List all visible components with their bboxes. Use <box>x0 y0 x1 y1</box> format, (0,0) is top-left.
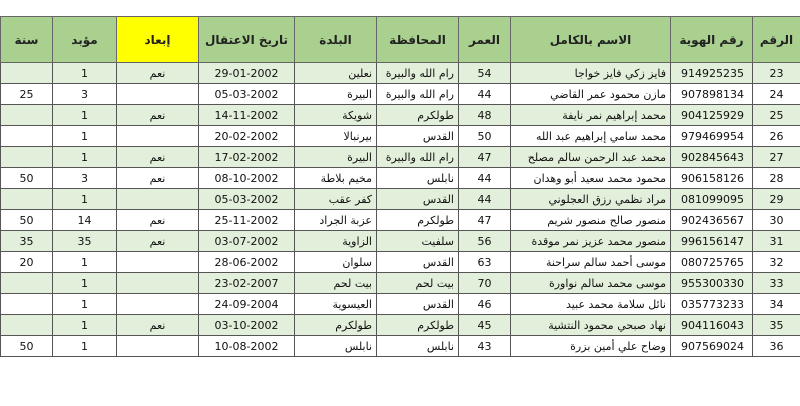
cell-id-number[interactable]: 080725765 <box>671 252 753 273</box>
cell-year[interactable]: 35 <box>1 231 53 252</box>
col-header-number[interactable]: الرقم <box>753 17 800 63</box>
cell-arrest-date[interactable]: 24-09-2004 <box>199 294 295 315</box>
cell-governorate[interactable]: بيت لحم <box>377 273 459 294</box>
cell-year[interactable]: 20 <box>1 252 53 273</box>
cell-full-name[interactable]: نهاد صبحي محمود النتشية <box>511 315 671 336</box>
col-header-id-number[interactable]: رقم الهوية <box>671 17 753 63</box>
cell-governorate[interactable]: نابلس <box>377 168 459 189</box>
cell-number[interactable]: 34 <box>753 294 800 315</box>
cell-deportation[interactable]: نعم <box>117 147 199 168</box>
cell-age[interactable]: 46 <box>459 294 511 315</box>
cell-deportation[interactable] <box>117 84 199 105</box>
cell-id-number[interactable]: 902845643 <box>671 147 753 168</box>
cell-arrest-date[interactable]: 20-02-2002 <box>199 126 295 147</box>
cell-arrest-date[interactable]: 25-11-2002 <box>199 210 295 231</box>
prisoner-table <box>0 16 800 357</box>
cell-governorate[interactable]: نابلس <box>377 336 459 357</box>
cell-governorate[interactable]: القدس <box>377 189 459 210</box>
cell-town[interactable]: البيرة <box>295 147 377 168</box>
col-header-year[interactable]: سنة <box>1 17 53 63</box>
cell-life-sentences[interactable]: 1 <box>53 336 117 357</box>
cell-town[interactable]: كفر عقب <box>295 189 377 210</box>
cell-full-name[interactable]: محمود محمد سعيد أبو وهدان <box>511 168 671 189</box>
cell-deportation[interactable]: نعم <box>117 231 199 252</box>
cell-governorate[interactable]: القدس <box>377 294 459 315</box>
cell-number[interactable]: 24 <box>753 84 800 105</box>
cell-age[interactable]: 47 <box>459 210 511 231</box>
cell-number[interactable]: 33 <box>753 273 800 294</box>
cell-id-number[interactable]: 907898134 <box>671 84 753 105</box>
cell-age[interactable]: 44 <box>459 84 511 105</box>
cell-life-sentences[interactable]: 35 <box>53 231 117 252</box>
cell-age[interactable]: 63 <box>459 252 511 273</box>
cell-deportation[interactable] <box>117 126 199 147</box>
cell-governorate[interactable]: رام الله والبيرة <box>377 147 459 168</box>
cell-deportation[interactable]: نعم <box>117 105 199 126</box>
cell-governorate[interactable]: رام الله والبيرة <box>377 84 459 105</box>
prisoner-table-sheet <box>0 16 800 372</box>
cell-arrest-date[interactable]: 10-08-2002 <box>199 336 295 357</box>
cell-id-number[interactable]: 081099095 <box>671 189 753 210</box>
cell-town[interactable]: بيت لحم <box>295 273 377 294</box>
cell-age[interactable]: 43 <box>459 336 511 357</box>
cell-life-sentences[interactable]: 1 <box>53 273 117 294</box>
col-header-age[interactable]: العمر <box>459 17 511 63</box>
cell-deportation[interactable]: نعم <box>117 210 199 231</box>
cell-number[interactable]: 28 <box>753 168 800 189</box>
col-header-governorate[interactable]: المحافظة <box>377 17 459 63</box>
cell-life-sentences[interactable]: 1 <box>53 63 117 84</box>
cell-id-number[interactable]: 035773233 <box>671 294 753 315</box>
cell-governorate[interactable]: طولكرم <box>377 315 459 336</box>
cell-year[interactable] <box>1 273 53 294</box>
table-row[interactable] <box>1 294 800 315</box>
cell-full-name[interactable]: فايز زكي فايز خواجا <box>511 63 671 84</box>
cell-age[interactable]: 50 <box>459 126 511 147</box>
cell-life-sentences[interactable]: 1 <box>53 105 117 126</box>
table-row[interactable] <box>1 315 800 336</box>
cell-deportation[interactable]: نعم <box>117 63 199 84</box>
cell-number[interactable]: 32 <box>753 252 800 273</box>
cell-age[interactable]: 45 <box>459 315 511 336</box>
cell-age[interactable]: 47 <box>459 147 511 168</box>
cell-full-name[interactable]: وضاح علي أمين بزرة <box>511 336 671 357</box>
cell-life-sentences[interactable]: 1 <box>53 126 117 147</box>
cell-year[interactable] <box>1 105 53 126</box>
cell-full-name[interactable]: موسى محمد سالم نواورة <box>511 273 671 294</box>
cell-number[interactable]: 25 <box>753 105 800 126</box>
cell-number[interactable]: 26 <box>753 126 800 147</box>
cell-life-sentences[interactable]: 1 <box>53 147 117 168</box>
cell-id-number[interactable]: 904125929 <box>671 105 753 126</box>
cell-age[interactable]: 44 <box>459 168 511 189</box>
cell-town[interactable]: العيسوية <box>295 294 377 315</box>
cell-arrest-date[interactable]: 28-06-2002 <box>199 252 295 273</box>
cell-age[interactable]: 70 <box>459 273 511 294</box>
col-header-full-name[interactable]: الاسم بالكامل <box>511 17 671 63</box>
cell-full-name[interactable]: منصور محمد عزيز نمر موقدة <box>511 231 671 252</box>
cell-year[interactable]: 50 <box>1 210 53 231</box>
cell-number[interactable]: 31 <box>753 231 800 252</box>
cell-arrest-date[interactable]: 03-07-2002 <box>199 231 295 252</box>
cell-life-sentences[interactable]: 1 <box>53 252 117 273</box>
cell-town[interactable]: نابلس <box>295 336 377 357</box>
table-row[interactable] <box>1 105 800 126</box>
cell-town[interactable]: البيرة <box>295 84 377 105</box>
col-header-life-sentences[interactable]: مؤبد <box>53 17 117 63</box>
cell-number[interactable]: 30 <box>753 210 800 231</box>
cell-deportation[interactable] <box>117 273 199 294</box>
cell-id-number[interactable]: 914925235 <box>671 63 753 84</box>
cell-town[interactable]: الزاوية <box>295 231 377 252</box>
cell-id-number[interactable]: 906158126 <box>671 168 753 189</box>
cell-year[interactable] <box>1 147 53 168</box>
cell-life-sentences[interactable]: 1 <box>53 189 117 210</box>
table-row[interactable] <box>1 84 800 105</box>
cell-year[interactable]: 25 <box>1 84 53 105</box>
cell-full-name[interactable]: محمد سامي إبراهيم عبد الله <box>511 126 671 147</box>
cell-life-sentences[interactable]: 3 <box>53 84 117 105</box>
cell-life-sentences[interactable]: 3 <box>53 168 117 189</box>
cell-town[interactable]: عزبة الجراد <box>295 210 377 231</box>
cell-year[interactable] <box>1 315 53 336</box>
table-row[interactable] <box>1 63 800 84</box>
cell-deportation[interactable] <box>117 252 199 273</box>
cell-age[interactable]: 54 <box>459 63 511 84</box>
cell-governorate[interactable]: القدس <box>377 126 459 147</box>
cell-full-name[interactable]: نائل سلامة محمد عبيد <box>511 294 671 315</box>
table-row[interactable] <box>1 252 800 273</box>
cell-town[interactable]: مخيم بلاطة <box>295 168 377 189</box>
cell-year[interactable] <box>1 63 53 84</box>
cell-id-number[interactable]: 902436567 <box>671 210 753 231</box>
table-row[interactable] <box>1 147 800 168</box>
cell-town[interactable]: نعلين <box>295 63 377 84</box>
cell-full-name[interactable]: مراد نظمي رزق العجلوني <box>511 189 671 210</box>
table-row[interactable] <box>1 336 800 357</box>
cell-deportation[interactable] <box>117 336 199 357</box>
cell-number[interactable]: 29 <box>753 189 800 210</box>
cell-governorate[interactable]: القدس <box>377 252 459 273</box>
cell-id-number[interactable]: 979469954 <box>671 126 753 147</box>
cell-town[interactable]: بيرنبالا <box>295 126 377 147</box>
cell-age[interactable]: 56 <box>459 231 511 252</box>
cell-year[interactable]: 50 <box>1 336 53 357</box>
cell-id-number[interactable]: 904116043 <box>671 315 753 336</box>
cell-deportation[interactable] <box>117 189 199 210</box>
cell-number[interactable]: 35 <box>753 315 800 336</box>
cell-age[interactable]: 48 <box>459 105 511 126</box>
cell-arrest-date[interactable]: 05-03-2002 <box>199 189 295 210</box>
cell-full-name[interactable]: محمد إبراهيم نمر نايفة <box>511 105 671 126</box>
cell-full-name[interactable]: مازن محمود عمر القاضي <box>511 84 671 105</box>
table-row[interactable] <box>1 189 800 210</box>
cell-age[interactable]: 44 <box>459 189 511 210</box>
cell-governorate[interactable]: رام الله والبيرة <box>377 63 459 84</box>
cell-full-name[interactable]: موسى أحمد سالم سراحنة <box>511 252 671 273</box>
cell-life-sentences[interactable]: 14 <box>53 210 117 231</box>
table-row[interactable] <box>1 126 800 147</box>
cell-town[interactable]: شويكة <box>295 105 377 126</box>
cell-arrest-date[interactable]: 23-02-2007 <box>199 273 295 294</box>
cell-arrest-date[interactable]: 14-11-2002 <box>199 105 295 126</box>
cell-life-sentences[interactable]: 1 <box>53 294 117 315</box>
cell-arrest-date[interactable]: 05-03-2002 <box>199 84 295 105</box>
cell-deportation[interactable] <box>117 294 199 315</box>
col-header-deportation[interactable]: إبعاد <box>117 17 199 63</box>
cell-number[interactable]: 27 <box>753 147 800 168</box>
cell-governorate[interactable]: طولكرم <box>377 210 459 231</box>
cell-life-sentences[interactable]: 1 <box>53 315 117 336</box>
header-row <box>1 17 800 63</box>
cell-town[interactable]: طولكرم <box>295 315 377 336</box>
cell-year[interactable] <box>1 189 53 210</box>
cell-governorate[interactable]: سلفيت <box>377 231 459 252</box>
cell-id-number[interactable]: 955300330 <box>671 273 753 294</box>
table-row[interactable] <box>1 168 800 189</box>
table-row[interactable] <box>1 273 800 294</box>
cell-arrest-date[interactable]: 29-01-2002 <box>199 63 295 84</box>
cell-deportation[interactable]: نعم <box>117 315 199 336</box>
table-row[interactable] <box>1 231 800 252</box>
cell-arrest-date[interactable]: 17-02-2002 <box>199 147 295 168</box>
cell-full-name[interactable]: محمد عبد الرحمن سالم مصلح <box>511 147 671 168</box>
cell-id-number[interactable]: 996156147 <box>671 231 753 252</box>
cell-town[interactable]: سلوان <box>295 252 377 273</box>
table-row[interactable] <box>1 210 800 231</box>
cell-year[interactable] <box>1 126 53 147</box>
cell-arrest-date[interactable]: 03-10-2002 <box>199 315 295 336</box>
cell-deportation[interactable]: نعم <box>117 168 199 189</box>
cell-year[interactable]: 50 <box>1 168 53 189</box>
cell-full-name[interactable]: منصور صالح منصور شريم <box>511 210 671 231</box>
cell-arrest-date[interactable]: 08-10-2002 <box>199 168 295 189</box>
cell-id-number[interactable]: 907569024 <box>671 336 753 357</box>
cell-number[interactable]: 36 <box>753 336 800 357</box>
cell-governorate[interactable]: طولكرم <box>377 105 459 126</box>
cell-number[interactable]: 23 <box>753 63 800 84</box>
col-header-arrest-date[interactable]: تاريخ الاعتقال <box>199 17 295 63</box>
col-header-town[interactable]: البلدة <box>295 17 377 63</box>
cell-year[interactable] <box>1 294 53 315</box>
